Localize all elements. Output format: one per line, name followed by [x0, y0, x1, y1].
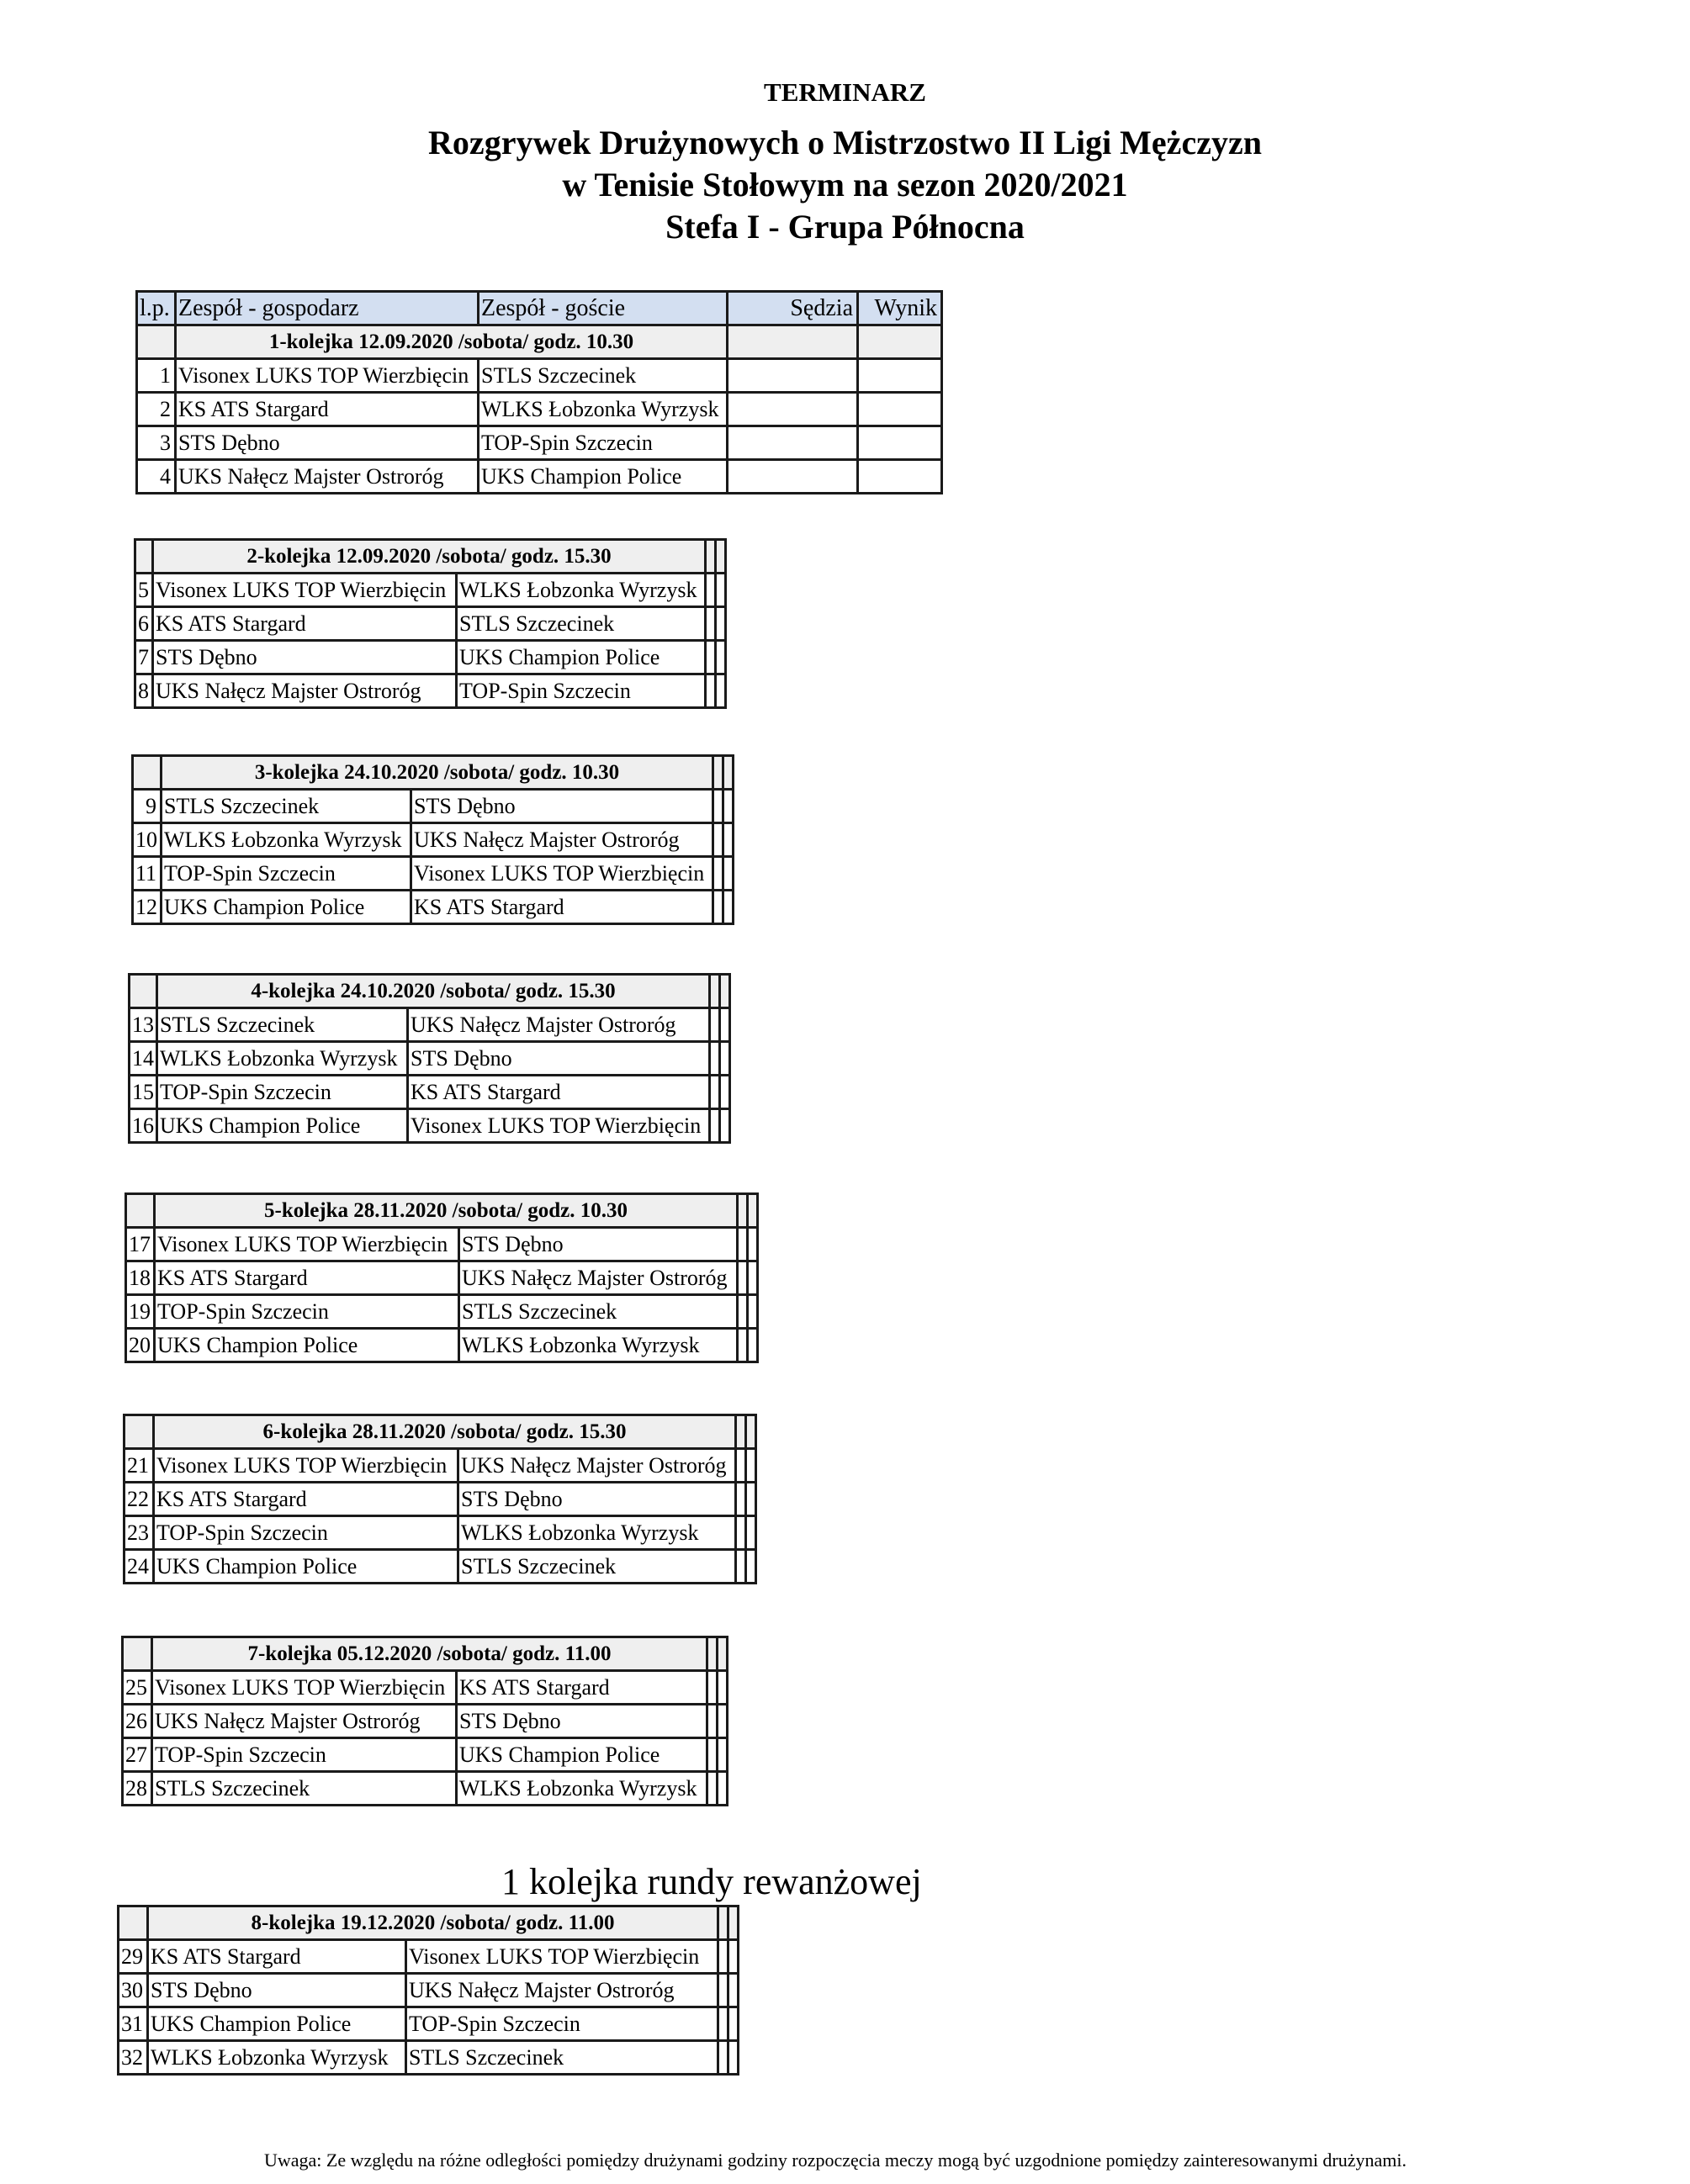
home-team: Visonex LUKS TOP Wierzbięcin	[152, 1671, 457, 1705]
round-title-row	[135, 540, 726, 574]
home-team: Visonex LUKS TOP Wierzbięcin	[154, 1449, 458, 1483]
away-team: UKS Champion Police	[479, 460, 728, 494]
referee-cell	[707, 1671, 718, 1705]
match-number: 26	[123, 1705, 152, 1738]
result-cell	[723, 790, 734, 823]
away-team: WLKS Łobzonka Wyrzysk	[458, 1516, 736, 1550]
referee-cell	[713, 857, 723, 891]
home-team: UKS Champion Police	[155, 1329, 459, 1362]
home-team: TOP-Spin Szczecin	[155, 1295, 459, 1329]
home-team: TOP-Spin Szczecin	[162, 857, 411, 891]
result-cell	[718, 1705, 728, 1738]
referee-cell	[718, 1974, 728, 2007]
result-cell	[746, 1449, 756, 1483]
table-row	[124, 1550, 756, 1584]
away-team: STLS Szczecinek	[479, 359, 728, 393]
home-team: TOP-Spin Szczecin	[152, 1738, 457, 1772]
result-cell	[728, 2007, 739, 2041]
result-cell	[723, 857, 734, 891]
away-team: Visonex LUKS TOP Wierzbięcin	[408, 1109, 710, 1143]
result-cell	[718, 1738, 728, 1772]
home-team: STLS Szczecinek	[152, 1772, 457, 1806]
home-team: UKS Champion Police	[162, 891, 411, 924]
referee-cell	[718, 1940, 728, 1974]
away-team: STLS Szczecinek	[458, 1550, 736, 1584]
round-5-table	[124, 1192, 759, 1363]
away-team: WLKS Łobzonka Wyrzysk	[457, 574, 706, 607]
match-number: 14	[130, 1042, 157, 1076]
away-team: STS Dębno	[459, 1228, 738, 1261]
away-team: STLS Szczecinek	[406, 2041, 718, 2075]
result-cell	[720, 975, 730, 1008]
away-team: Visonex LUKS TOP Wierzbięcin	[411, 857, 713, 891]
result-cell	[716, 641, 726, 674]
round-title: 5-kolejka 28.11.2020 /sobota/ godz. 10.30	[155, 1194, 738, 1228]
table-row	[126, 1261, 758, 1295]
round-1-table	[135, 290, 943, 494]
match-number: 30	[119, 1974, 148, 2007]
referee-cell	[713, 823, 723, 857]
referee-cell	[710, 1109, 720, 1143]
title-line-1: Rozgrywek Drużynowych o Mistrzostwo II Ligi Mężczyzn	[428, 124, 1262, 161]
referee-cell	[728, 460, 858, 494]
away-team: KS ATS Stargard	[457, 1671, 707, 1705]
away-team: STS Dębno	[408, 1042, 710, 1076]
table-row	[135, 607, 726, 641]
round-number-cell	[133, 756, 162, 790]
referee-cell	[736, 1550, 746, 1584]
referee-cell	[728, 359, 858, 393]
match-number: 29	[119, 1940, 148, 1974]
table-row	[119, 2007, 739, 2041]
match-number: 31	[119, 2007, 148, 2041]
round-title-row	[124, 1415, 756, 1449]
home-team: KS ATS Stargard	[155, 1261, 459, 1295]
referee-cell	[736, 1516, 746, 1550]
away-team: UKS Champion Police	[457, 641, 706, 674]
round-number-cell	[119, 1906, 148, 1940]
column-header-referee: Sędzia	[728, 292, 858, 325]
result-cell	[858, 359, 942, 393]
home-team: WLKS Łobzonka Wyrzysk	[148, 2041, 406, 2075]
round-number-cell	[124, 1415, 154, 1449]
match-number: 13	[130, 1008, 157, 1042]
referee-cell	[736, 1449, 746, 1483]
round-number-cell	[137, 325, 176, 359]
round-title: 4-kolejka 24.10.2020 /sobota/ godz. 15.30	[157, 975, 710, 1008]
table-row	[123, 1738, 728, 1772]
round-title-row	[126, 1194, 758, 1228]
table-row	[119, 1940, 739, 1974]
round-title: 7-kolejka 05.12.2020 /sobota/ godz. 11.00	[152, 1637, 707, 1671]
away-team: STS Dębno	[411, 790, 713, 823]
match-number: 21	[124, 1449, 154, 1483]
referee-cell	[736, 1415, 746, 1449]
away-team: UKS Nałęcz Majster Ostroróg	[459, 1261, 738, 1295]
away-team: KS ATS Stargard	[408, 1076, 710, 1109]
column-header-home: Zespół - gospodarz	[176, 292, 479, 325]
round-title-row	[123, 1637, 728, 1671]
away-team: STLS Szczecinek	[459, 1295, 738, 1329]
round-3-table	[131, 754, 734, 925]
match-number: 28	[123, 1772, 152, 1806]
away-team: UKS Nałęcz Majster Ostroróg	[408, 1008, 710, 1042]
table-row	[135, 574, 726, 607]
match-number: 7	[135, 641, 153, 674]
home-team: STLS Szczecinek	[157, 1008, 408, 1042]
referee-cell	[738, 1228, 748, 1261]
table-row	[124, 1449, 756, 1483]
match-number: 19	[126, 1295, 155, 1329]
referee-cell	[718, 1906, 728, 1940]
away-team: STS Dębno	[458, 1483, 736, 1516]
referee-cell	[718, 2041, 728, 2075]
home-team: UKS Champion Police	[148, 2007, 406, 2041]
table-row	[137, 393, 942, 426]
table-row	[119, 2041, 739, 2075]
match-number: 6	[135, 607, 153, 641]
referee-cell	[706, 641, 716, 674]
column-header-result: Wynik	[858, 292, 942, 325]
round-number-cell	[123, 1637, 152, 1671]
away-team: KS ATS Stargard	[411, 891, 713, 924]
result-cell	[728, 1974, 739, 2007]
home-team: KS ATS Stargard	[154, 1483, 458, 1516]
table-row	[130, 1008, 730, 1042]
table-row	[130, 1042, 730, 1076]
title-line-3: Stefa I - Grupa Północna	[665, 208, 1025, 246]
round-title-row	[119, 1906, 739, 1940]
referee-cell	[710, 1008, 720, 1042]
rewanz-heading: 1 kolejka rundy rewanżowej	[501, 1861, 922, 1902]
match-number: 22	[124, 1483, 154, 1516]
table-row	[137, 460, 942, 494]
table-row	[130, 1109, 730, 1143]
result-cell	[746, 1483, 756, 1516]
result-cell	[748, 1194, 758, 1228]
match-number: 4	[137, 460, 176, 494]
round-title-row	[137, 325, 942, 359]
home-team: KS ATS Stargard	[148, 1940, 406, 1974]
away-team: TOP-Spin Szczecin	[479, 426, 728, 460]
home-team: WLKS Łobzonka Wyrzysk	[162, 823, 411, 857]
result-cell	[858, 460, 942, 494]
home-team: KS ATS Stargard	[153, 607, 457, 641]
referee-cell	[738, 1261, 748, 1295]
home-team: UKS Nałęcz Majster Ostroróg	[152, 1705, 457, 1738]
referee-cell	[713, 891, 723, 924]
match-number: 25	[123, 1671, 152, 1705]
referee-cell	[706, 607, 716, 641]
column-header-lp: l.p.	[137, 292, 176, 325]
table-row	[133, 891, 734, 924]
referee-cell	[710, 1076, 720, 1109]
result-cell	[746, 1415, 756, 1449]
match-number: 20	[126, 1329, 155, 1362]
table-row	[126, 1228, 758, 1261]
table-row	[123, 1671, 728, 1705]
result-cell	[748, 1228, 758, 1261]
match-number: 18	[126, 1261, 155, 1295]
table-row	[123, 1772, 728, 1806]
result-cell	[723, 891, 734, 924]
result-cell	[716, 540, 726, 574]
result-cell	[718, 1671, 728, 1705]
round-title: 3-kolejka 24.10.2020 /sobota/ godz. 10.30	[162, 756, 713, 790]
table-row	[137, 426, 942, 460]
result-cell	[748, 1295, 758, 1329]
round-2-table	[134, 538, 727, 709]
result-cell	[720, 1042, 730, 1076]
match-number: 12	[133, 891, 162, 924]
result-cell	[748, 1261, 758, 1295]
match-number: 32	[119, 2041, 148, 2075]
footer-note: Uwaga: Ze względu na różne odległości pomiędzy drużynami godziny rozpoczęcia meczy mogą być uzgodnione pomiędzy zainteresowanymi drużynami.	[264, 2150, 1407, 2171]
match-number: 23	[124, 1516, 154, 1550]
home-team: Visonex LUKS TOP Wierzbięcin	[153, 574, 457, 607]
round-title: 8-kolejka 19.12.2020 /sobota/ godz. 11.00	[148, 1906, 718, 1940]
home-team: Visonex LUKS TOP Wierzbięcin	[155, 1228, 459, 1261]
result-cell	[858, 426, 942, 460]
table-row	[135, 674, 726, 708]
result-cell	[716, 574, 726, 607]
round-6-table	[123, 1414, 757, 1584]
result-cell	[720, 1076, 730, 1109]
home-team: STLS Szczecinek	[162, 790, 411, 823]
result-cell	[748, 1329, 758, 1362]
away-team: WLKS Łobzonka Wyrzysk	[457, 1772, 707, 1806]
match-number: 15	[130, 1076, 157, 1109]
round-8-table	[117, 1905, 739, 2076]
home-team: Visonex LUKS TOP Wierzbięcin	[176, 359, 479, 393]
home-team: UKS Nałęcz Majster Ostroróg	[153, 674, 457, 708]
round-title-row	[133, 756, 734, 790]
result-cell	[723, 756, 734, 790]
match-number: 16	[130, 1109, 157, 1143]
referee-cell	[710, 975, 720, 1008]
match-number: 3	[137, 426, 176, 460]
away-team: UKS Champion Police	[457, 1738, 707, 1772]
referee-cell	[707, 1637, 718, 1671]
result-cell	[746, 1516, 756, 1550]
referee-cell	[736, 1483, 746, 1516]
away-team: TOP-Spin Szczecin	[457, 674, 706, 708]
referee-cell	[738, 1329, 748, 1362]
home-team: WLKS Łobzonka Wyrzysk	[157, 1042, 408, 1076]
home-team: TOP-Spin Szczecin	[154, 1516, 458, 1550]
result-cell	[858, 393, 942, 426]
round-title: 2-kolejka 12.09.2020 /sobota/ godz. 15.30	[153, 540, 706, 574]
table-row	[133, 823, 734, 857]
table-row	[126, 1329, 758, 1362]
referee-cell	[713, 756, 723, 790]
result-cell	[723, 823, 734, 857]
table-row	[123, 1705, 728, 1738]
referee-cell	[707, 1738, 718, 1772]
referee-cell	[706, 540, 716, 574]
round-title: 6-kolejka 28.11.2020 /sobota/ godz. 15.30	[154, 1415, 736, 1449]
table-row	[124, 1483, 756, 1516]
table-row	[124, 1516, 756, 1550]
result-cell	[728, 1906, 739, 1940]
away-team: UKS Nałęcz Majster Ostroróg	[458, 1449, 736, 1483]
table-row	[137, 359, 942, 393]
home-team: TOP-Spin Szczecin	[157, 1076, 408, 1109]
home-team: STS Dębno	[153, 641, 457, 674]
referee-cell	[738, 1194, 748, 1228]
match-number: 27	[123, 1738, 152, 1772]
home-team: STS Dębno	[148, 1974, 406, 2007]
round-number-cell	[135, 540, 153, 574]
match-number: 17	[126, 1228, 155, 1261]
referee-cell	[713, 790, 723, 823]
round-title-row	[130, 975, 730, 1008]
result-cell	[720, 1008, 730, 1042]
document-label: TERMINARZ	[764, 77, 926, 107]
referee-cell	[706, 574, 716, 607]
referee-cell	[738, 1295, 748, 1329]
table-row	[130, 1076, 730, 1109]
result-cell	[728, 1940, 739, 1974]
match-number: 9	[133, 790, 162, 823]
round-title: 1-kolejka 12.09.2020 /sobota/ godz. 10.30	[176, 325, 728, 359]
referee-cell	[707, 1705, 718, 1738]
away-team: WLKS Łobzonka Wyrzysk	[479, 393, 728, 426]
referee-cell	[710, 1042, 720, 1076]
away-team: TOP-Spin Szczecin	[406, 2007, 718, 2041]
referee-cell	[718, 2007, 728, 2041]
table-row	[135, 641, 726, 674]
round-4-table	[128, 973, 731, 1144]
home-team: UKS Champion Police	[157, 1109, 408, 1143]
referee-cell	[728, 426, 858, 460]
referee-cell	[706, 674, 716, 708]
away-team: UKS Nałęcz Majster Ostroróg	[406, 1974, 718, 2007]
match-number: 5	[135, 574, 153, 607]
title-line-2: w Tenisie Stołowym na sezon 2020/2021	[562, 166, 1128, 204]
away-team: Visonex LUKS TOP Wierzbięcin	[406, 1940, 718, 1974]
away-team: WLKS Łobzonka Wyrzysk	[459, 1329, 738, 1362]
home-team: STS Dębno	[176, 426, 479, 460]
away-team: STS Dębno	[457, 1705, 707, 1738]
column-header-away: Zespół - goście	[479, 292, 728, 325]
referee-cell	[707, 1772, 718, 1806]
result-cell	[716, 607, 726, 641]
round-number-cell	[126, 1194, 155, 1228]
referee-cell	[728, 393, 858, 426]
match-number: 24	[124, 1550, 154, 1584]
match-number: 1	[137, 359, 176, 393]
result-cell	[858, 325, 942, 359]
match-number: 2	[137, 393, 176, 426]
home-team: UKS Nałęcz Majster Ostroróg	[176, 460, 479, 494]
home-team: UKS Champion Police	[154, 1550, 458, 1584]
home-team: KS ATS Stargard	[176, 393, 479, 426]
result-cell	[718, 1637, 728, 1671]
referee-cell	[728, 325, 858, 359]
table-header-row	[137, 292, 942, 325]
result-cell	[716, 674, 726, 708]
result-cell	[720, 1109, 730, 1143]
away-team: STLS Szczecinek	[457, 607, 706, 641]
result-cell	[746, 1550, 756, 1584]
result-cell	[728, 2041, 739, 2075]
table-row	[119, 1974, 739, 2007]
round-7-table	[121, 1636, 728, 1806]
match-number: 11	[133, 857, 162, 891]
result-cell	[718, 1772, 728, 1806]
match-number: 8	[135, 674, 153, 708]
round-number-cell	[130, 975, 157, 1008]
match-number: 10	[133, 823, 162, 857]
away-team: UKS Nałęcz Majster Ostroróg	[411, 823, 713, 857]
table-row	[133, 857, 734, 891]
table-row	[133, 790, 734, 823]
table-row	[126, 1295, 758, 1329]
